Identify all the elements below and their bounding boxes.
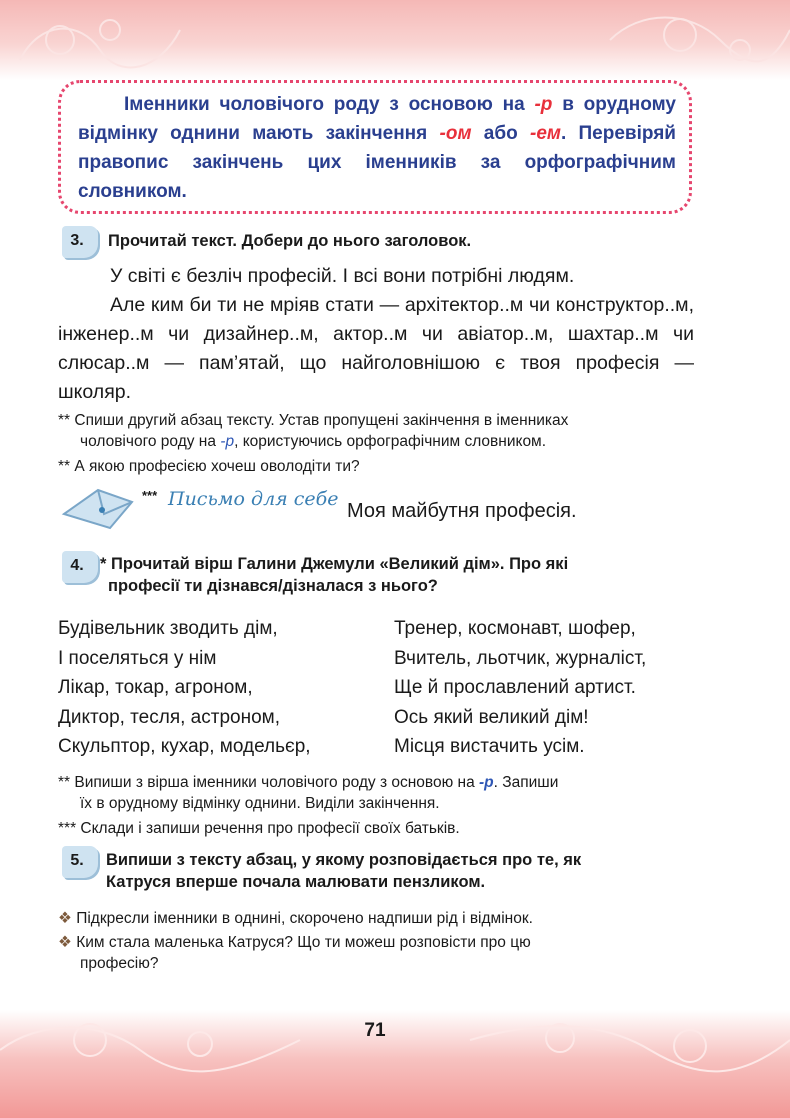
top-floral-ornament xyxy=(0,0,790,80)
task-5-title: Випиши з тексту абзац, у якому розповідається про те, як Катруся вперше почала малювати пензликом. xyxy=(106,851,582,891)
poem-line: Ось який великий дім! xyxy=(394,706,589,728)
writing-stars: *** xyxy=(142,488,158,503)
task-5-item-2: ❖ Ким стала маленька Катруся? Що ти можеш розповісти про цю професію? xyxy=(58,934,531,972)
task-3-paragraph-1: У світі є безліч професій. І всі вони потрібні людям. xyxy=(110,265,575,287)
poem-line: Вчитель, льотчик, журналіст, xyxy=(394,647,647,669)
rule-text: Іменники чоловічого роду з основою на -р в орудному відмінку однини мають закінчення -ом або -ем. Перевіряй правопис закінчень цих іменників за орфографічним словником. xyxy=(78,94,676,202)
task-3-title: Прочитай текст. Добери до нього заголовок. xyxy=(108,232,472,250)
poem-line: Скульптор, кухар, модельєр, xyxy=(58,736,311,757)
ending-em: -ем xyxy=(530,123,561,144)
pen-icon xyxy=(58,484,138,534)
ending-om: -ом xyxy=(439,123,472,144)
writing-label: Письмо для себе xyxy=(168,488,339,510)
task-3-badge: 3. xyxy=(62,226,98,258)
task-3-note-1: ** Спиши другий абзац тексту. Устав пропущені закінчення в іменниках чоловічого роду на -р, користуючись орфографічним словником. xyxy=(58,412,569,450)
task-5-badge: 5. xyxy=(62,846,98,878)
poem-line: І поселяться у нім xyxy=(58,647,217,669)
poem-line: Диктор, тесля, астроном, xyxy=(58,706,280,728)
writing-topic: Моя майбутня професія. xyxy=(347,500,577,522)
poem-line: Місця вистачить усім. xyxy=(394,736,585,757)
task-5-item-1: ❖ Підкресли іменники в однині, скорочено надпиши рід і відмінок. xyxy=(58,910,533,927)
bullet-icon: ❖ xyxy=(58,910,72,927)
task-3-note-2: ** А якою професією хочеш оволодіти ти? xyxy=(58,458,360,475)
task-3-paragraph-2: Але ким би ти не мріяв стати — архітектор..м чи конструктор..м, інженер..м чи дизайнер..м, актор..м чи авіатор..м, шахтар..м чи слюсар..м — пам’ятай, що найголовнішою є твоя професія — школяр. xyxy=(58,294,694,403)
bottom-floral-ornament xyxy=(0,1010,790,1118)
ending-r: -р xyxy=(534,94,553,115)
poem-line: Лікар, токар, агроном, xyxy=(58,677,253,698)
task-4-title: * Прочитай вірш Галини Джемули «Великий дім». Про які професії ти дізнався/дізналася з нього? xyxy=(100,555,569,595)
poem-line: Тренер, космонавт, шофер, xyxy=(394,618,636,639)
poem-column-left xyxy=(58,614,311,762)
page-number: 71 xyxy=(364,1020,386,1041)
task-4-note-1: ** Випиши з вірша іменники чоловічого роду з основою на -р. Запиши їх в орудному відмінку однини. Виділи закінчення. xyxy=(58,774,559,812)
poem-column-right xyxy=(394,614,646,762)
poem-line: Будівельник зводить дім, xyxy=(58,618,278,639)
bullet-icon: ❖ xyxy=(58,934,72,951)
poem-line: Ще й прославлений артист. xyxy=(394,677,636,698)
task-4-note-2: *** Склади і запиши речення про професії своїх батьків. xyxy=(58,820,460,837)
task-4-badge: 4. xyxy=(62,551,98,583)
